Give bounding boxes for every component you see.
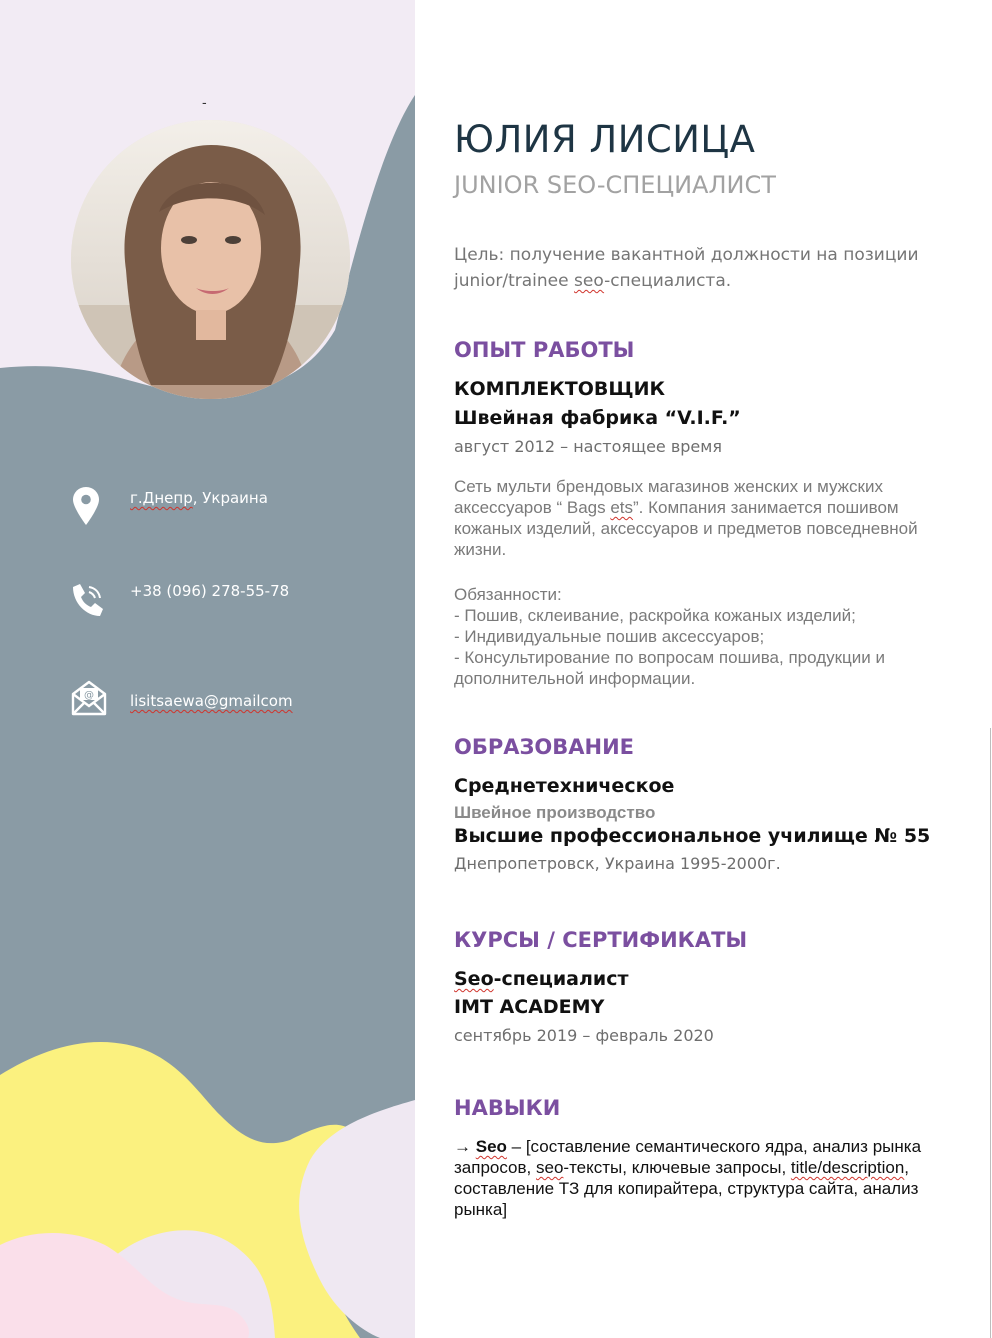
full-name: ЮЛИЯ ЛИСИЦА bbox=[454, 118, 756, 161]
goal-seo: seo bbox=[574, 271, 605, 291]
duty-item: - Индивидуальные пошив аксессуаров; bbox=[454, 627, 765, 646]
sidebar bbox=[0, 0, 415, 1338]
location-text bbox=[130, 489, 268, 507]
education-heading: ОБРАЗОВАНИЕ bbox=[454, 735, 635, 759]
skill-text-2: -тексты, ключевые запросы, bbox=[563, 1158, 791, 1177]
duties-title: Обязанности: bbox=[454, 585, 562, 604]
experience-description bbox=[454, 476, 934, 560]
email-address[interactable]: lisitsaewa@gmailcom bbox=[130, 692, 293, 710]
duty-item: - Пошив, склеивание, раскройка кожаных изделий; bbox=[454, 606, 856, 625]
experience-duties bbox=[454, 584, 934, 689]
skill-seo-2: seo bbox=[536, 1158, 564, 1177]
skill-arrow: → bbox=[454, 1137, 476, 1156]
course-name bbox=[454, 968, 629, 990]
skill-seo: Seo bbox=[475, 1137, 507, 1156]
location-country: , Украина bbox=[192, 489, 268, 507]
education-specialty: Швейное производство bbox=[454, 803, 656, 822]
skill-title-description: title/description bbox=[790, 1158, 905, 1177]
svg-text:@: @ bbox=[84, 690, 94, 701]
education-school: Высшие профессиональное училище № 55 bbox=[454, 825, 931, 847]
career-goal bbox=[454, 242, 944, 294]
envelope-icon bbox=[71, 680, 107, 721]
profile-photo bbox=[71, 120, 350, 399]
courses-heading: КУРСЫ / СЕРТИФИКАТЫ bbox=[454, 928, 748, 952]
job-title: JUNIOR SEO-СПЕЦИАЛИСТ bbox=[454, 171, 776, 199]
phone-number[interactable]: +38 (096) 278-55-78 bbox=[130, 582, 290, 600]
course-school: IMT ACADEMY bbox=[454, 996, 605, 1018]
map-pin-icon bbox=[73, 487, 99, 530]
experience-dates: август 2012 – настоящее время bbox=[454, 437, 722, 456]
goal-text-1: Цель: получение вакантной должности на позиции junior/trainee bbox=[454, 245, 919, 291]
portrait-image bbox=[71, 120, 350, 399]
skill-text-1: – [составление семантического ядра, анализ рынка запросов, bbox=[454, 1137, 922, 1177]
desc-ets: ets bbox=[610, 498, 634, 517]
desc-text-2: ”. Компания занимается пошивом кожаных изделий, аксессуаров и предметов повседневной жизни. bbox=[454, 498, 918, 559]
skills-heading: НАВЫКИ bbox=[454, 1096, 561, 1120]
phone-icon bbox=[70, 583, 104, 622]
course-rest: -специалист bbox=[493, 968, 629, 990]
education-level: Среднетехническое bbox=[454, 775, 675, 797]
experience-position: КОМПЛЕКТОВЩИК bbox=[454, 378, 665, 400]
skill-text-3: , составление ТЗ для копирайтера, структура сайта, анализ рынка] bbox=[454, 1158, 919, 1219]
location-city: г.Днепр bbox=[130, 489, 193, 507]
course-seo: Seo bbox=[454, 968, 494, 990]
education-place-dates: Днепропетровск, Украина 1995-2000г. bbox=[454, 854, 781, 873]
course-dates: сентябрь 2019 – февраль 2020 bbox=[454, 1026, 714, 1045]
skills-text bbox=[454, 1136, 934, 1220]
goal-text-2: -специалиста. bbox=[604, 271, 732, 291]
experience-company: Швейная фабрика “V.I.F.” bbox=[454, 407, 741, 429]
duty-item: - Консультирование по вопросам пошива, продукции и дополнительной информации. bbox=[454, 648, 885, 688]
page-edge-line bbox=[990, 728, 991, 1338]
experience-heading: ОПЫТ РАБОТЫ bbox=[454, 338, 635, 362]
desc-text-1: Сеть мульти брендовых магазинов женских и мужских аксессуаров “ Bags bbox=[454, 477, 883, 517]
header-dash: - bbox=[202, 94, 207, 110]
